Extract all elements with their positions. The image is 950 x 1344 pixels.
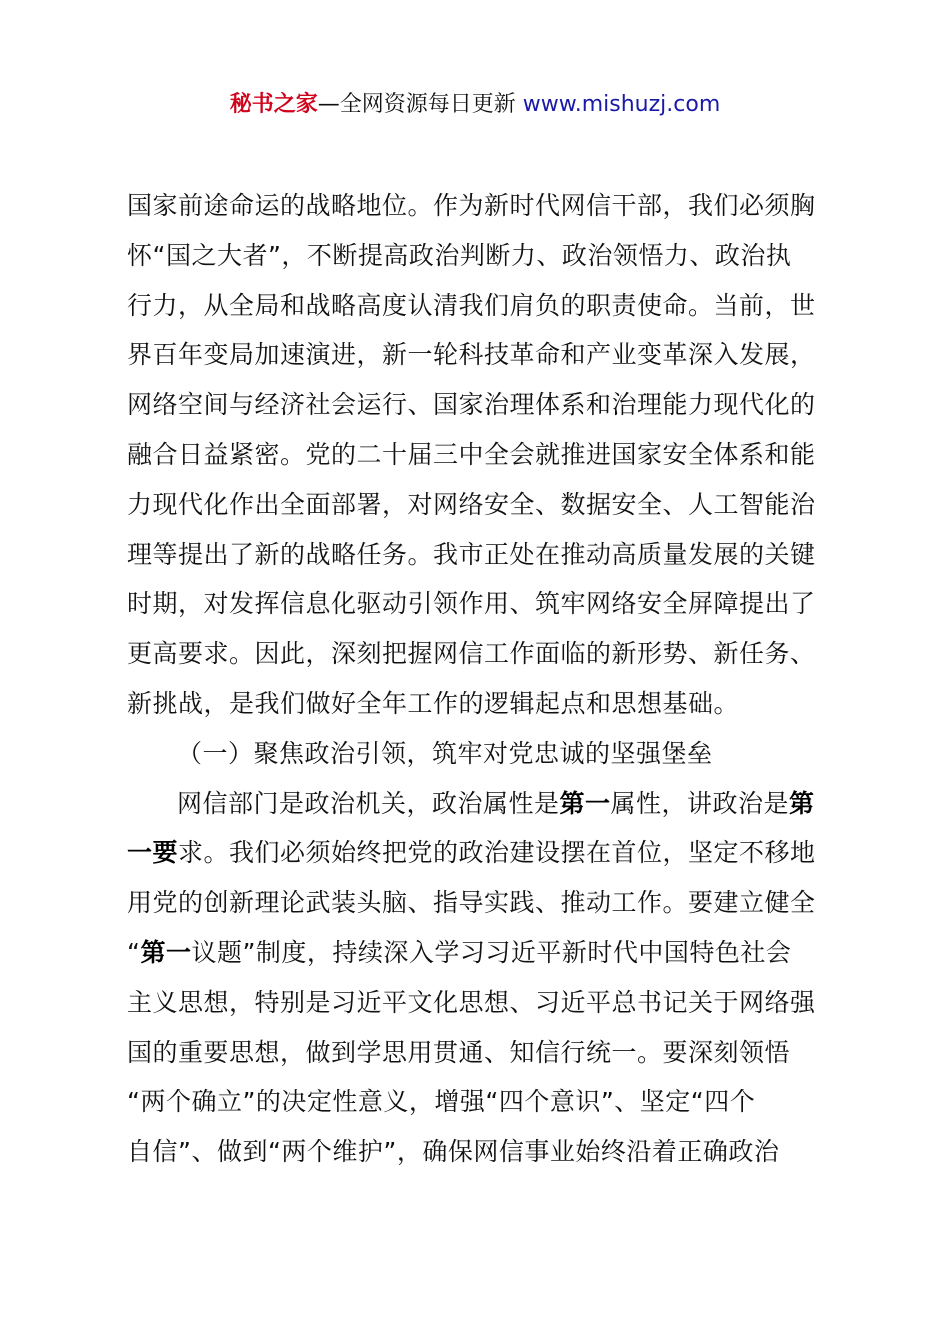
paragraph-line: 自信”、做到“两个维护”，确保网信事业始终沿着正确政治 (127, 1137, 780, 1167)
paragraph-line: 行力，从全局和战略高度认清我们肩负的职责使命。当前，世 (127, 290, 816, 320)
paragraph-line: 国的重要思想，做到学思用贯通、知信行统一。要深刻领悟 (127, 1037, 791, 1067)
paragraph-line: 理等提出了新的战略任务。我市正处在推动高质量发展的关键 (127, 539, 816, 569)
header-slogan: —全网资源每日更新 (317, 92, 516, 117)
paragraph-line: 界百年变局加速演进，新一轮科技革命和产业变革深入发展， (127, 340, 816, 370)
paragraph-line: 网络空间与经济社会运行、国家治理体系和治理能力现代化的 (127, 390, 816, 420)
text-run: 求。我们必须始终把党的政治建设摆在首位，坚定不移地 (178, 838, 816, 868)
text-run: “ (127, 937, 141, 967)
paragraph-line: 更高要求。因此，深刻把握网信工作面临的新形势、新任务、 (127, 639, 816, 669)
document-body (127, 181, 837, 1177)
bold-text: 第一 (140, 937, 192, 967)
bold-text: 一要 (127, 838, 179, 868)
paragraph-line: 用党的创新理论武装头脑、指导实践、推动工作。要建立健全 (127, 888, 816, 918)
paragraph-line: “两个确立”的决定性意义，增强“四个意识”、坚定“四个 (127, 1087, 756, 1117)
paragraph-line: 力现代化作出全面部署，对网络安全、数据安全、人工智能治 (127, 489, 816, 519)
paragraph-line: 时期，对发挥信息化驱动引领作用、筑牢网络安全屏障提出了 (127, 589, 816, 619)
paragraph-line (127, 828, 837, 878)
paragraph-line (127, 928, 837, 978)
text-run: 网信部门是政治机关，政治属性是 (177, 788, 560, 818)
paragraph-line: 新挑战，是我们做好全年工作的逻辑起点和思想基础。 (127, 688, 740, 718)
bold-text: 第 (789, 788, 815, 818)
text-run: 议题”制度，持续深入学习习近平新时代中国特色社会 (191, 937, 792, 967)
bold-text: 第一 (559, 788, 611, 818)
brand-name: 秘书之家 (229, 92, 318, 117)
header-url-link[interactable]: www.mishuzj.com (522, 92, 721, 117)
paragraph-line (127, 779, 837, 829)
paragraph-line: 怀“国之大者”，不断提高政治判断力、政治领悟力、政治执 (127, 240, 792, 270)
paragraph-line: 国家前途命运的战略地位。作为新时代网信干部，我们必须胸 (127, 191, 816, 220)
text-run: 属性，讲政治是 (610, 788, 790, 818)
page-header (0, 88, 950, 122)
paragraph-line: 主义思想，特别是习近平文化思想、习近平总书记关于网络强 (127, 987, 816, 1017)
section-heading: （一）聚焦政治引领，筑牢对党忠诚的坚强堡垒 (177, 738, 713, 768)
paragraph-line: 融合日益紧密。党的二十届三中全会就推进国家安全体系和能 (127, 439, 816, 469)
